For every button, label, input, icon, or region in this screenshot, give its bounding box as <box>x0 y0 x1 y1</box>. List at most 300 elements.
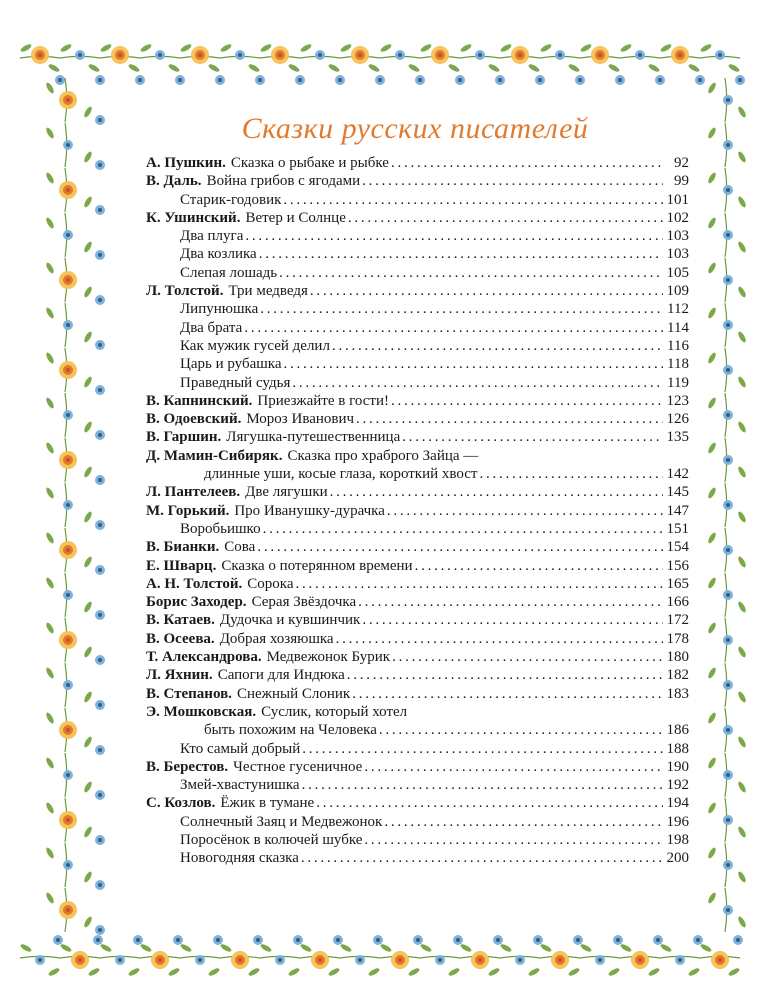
leaf-icon <box>707 397 717 410</box>
leaf-icon <box>20 43 33 53</box>
toc-page-number: 119 <box>667 374 689 391</box>
leaf-icon <box>83 286 93 299</box>
leaf-icon <box>168 63 181 73</box>
flower-blue-icon <box>63 680 73 690</box>
leaf-icon <box>688 63 701 73</box>
leaf-icon <box>737 916 747 929</box>
leaf-icon <box>83 466 93 479</box>
toc-author: В. Бианки. <box>146 539 220 556</box>
leaf-icon <box>328 967 341 977</box>
flower-orange-icon <box>191 46 209 64</box>
leaf-icon <box>707 172 717 185</box>
toc-entry <box>146 282 689 300</box>
flower-orange-icon <box>271 46 289 64</box>
leader-dots <box>284 355 663 373</box>
toc-title: Праведный судья <box>180 374 291 391</box>
toc-page-number: 109 <box>666 283 689 300</box>
flower-blue-icon <box>95 655 105 665</box>
toc-page-number: 194 <box>666 795 689 812</box>
toc-entry <box>146 465 689 483</box>
toc-entry <box>146 337 689 355</box>
leaf-icon <box>340 943 353 953</box>
flower-blue-icon <box>613 935 623 945</box>
toc-author: А. Н. Толстой. <box>146 575 243 592</box>
leaf-icon <box>20 943 33 953</box>
leaf-icon <box>707 712 717 725</box>
leader-dots <box>279 264 663 282</box>
toc-page-number: 186 <box>666 722 689 739</box>
leaf-icon <box>328 63 341 73</box>
toc-entry <box>146 520 689 538</box>
flower-blue-icon <box>95 115 105 125</box>
flower-blue-icon <box>555 50 565 60</box>
leaf-icon <box>48 63 61 73</box>
toc-page-number: 198 <box>666 831 689 848</box>
toc-author: А. Пушкин. <box>146 155 226 171</box>
leaf-icon <box>45 712 55 725</box>
leaf-icon <box>88 967 101 977</box>
leaf-icon <box>260 943 273 953</box>
leaf-icon <box>737 871 747 884</box>
leader-dots <box>347 666 663 684</box>
leaf-icon <box>707 442 717 455</box>
toc-entry <box>146 557 689 575</box>
toc-title: Воробьишко <box>180 520 261 537</box>
leader-dots <box>358 593 663 611</box>
table-of-contents <box>146 154 689 868</box>
flower-blue-icon <box>63 140 73 150</box>
leader-dots <box>260 300 663 318</box>
flower-blue-icon <box>375 75 385 85</box>
leader-dots <box>302 740 663 758</box>
toc-entry <box>146 794 689 812</box>
toc-entry <box>146 575 689 593</box>
leaf-icon <box>707 667 717 680</box>
leaf-icon <box>707 487 717 500</box>
leaf-icon <box>128 967 141 977</box>
toc-author: В. Даль. <box>146 173 202 190</box>
leaf-icon <box>83 376 93 389</box>
leaf-icon <box>737 421 747 434</box>
leaf-icon <box>45 217 55 230</box>
leader-dots <box>362 172 663 190</box>
leaf-icon <box>83 871 93 884</box>
toc-page-number: 103 <box>666 228 689 245</box>
flower-orange-icon <box>59 631 77 649</box>
leaf-icon <box>45 622 55 635</box>
leaf-icon <box>737 691 747 704</box>
flower-blue-icon <box>293 935 303 945</box>
flower-blue-icon <box>723 140 733 150</box>
toc-title: Серая Звёздочка <box>251 594 357 611</box>
flower-blue-icon <box>333 935 343 945</box>
toc-entry <box>146 392 689 410</box>
toc-page-number: 165 <box>666 575 689 592</box>
flower-blue-icon <box>255 75 265 85</box>
flower-blue-icon <box>723 725 733 735</box>
leader-dots <box>402 428 663 446</box>
flower-orange-icon <box>59 181 77 199</box>
flower-blue-icon <box>95 745 105 755</box>
leaf-icon <box>608 967 621 977</box>
toc-title: Как мужик гусей делил <box>180 337 330 354</box>
toc-page-number: 166 <box>666 594 689 611</box>
leaf-icon <box>488 63 501 73</box>
flower-blue-icon <box>715 50 725 60</box>
flower-blue-icon <box>95 205 105 215</box>
leaf-icon <box>45 667 55 680</box>
toc-author: В. Одоевский. <box>146 411 242 428</box>
leader-dots <box>362 611 663 629</box>
toc-page-number: 180 <box>666 649 689 666</box>
flower-blue-icon <box>595 955 605 965</box>
toc-entry <box>146 374 689 392</box>
toc-page-number: 145 <box>666 484 689 501</box>
toc-title: Сказка о рыбаке и рыбке <box>230 155 389 171</box>
leader-dots <box>352 685 663 703</box>
toc-page-number: 154 <box>666 539 689 556</box>
flower-orange-icon <box>71 951 89 969</box>
leaf-icon <box>620 943 633 953</box>
flower-blue-icon <box>653 935 663 945</box>
toc-author: С. Козлов. <box>146 795 216 812</box>
leaf-icon <box>420 943 433 953</box>
flower-blue-icon <box>215 75 225 85</box>
leaf-icon <box>580 943 593 953</box>
leaf-icon <box>45 757 55 770</box>
toc-author: Д. Мамин-Сибиряк. <box>146 447 283 464</box>
leaf-icon <box>488 967 501 977</box>
toc-author: М. Горький. <box>146 502 230 519</box>
leaf-icon <box>660 43 673 53</box>
flower-blue-icon <box>95 160 105 170</box>
flower-blue-icon <box>95 295 105 305</box>
flower-blue-icon <box>723 95 733 105</box>
toc-page-number: 200 <box>666 850 689 867</box>
leader-dots <box>310 282 663 300</box>
toc-page-number: 188 <box>666 740 689 757</box>
leaf-icon <box>707 127 717 140</box>
leaf-icon <box>660 943 673 953</box>
leaf-icon <box>368 63 381 73</box>
flower-blue-icon <box>95 835 105 845</box>
flower-blue-icon <box>723 500 733 510</box>
flower-blue-icon <box>95 475 105 485</box>
leaf-icon <box>737 601 747 614</box>
leaf-icon <box>140 43 153 53</box>
toc-title: Сапоги для Индюка <box>217 667 345 684</box>
leaf-icon <box>300 943 313 953</box>
leaf-icon <box>83 826 93 839</box>
flower-blue-icon <box>573 935 583 945</box>
leaf-icon <box>83 916 93 929</box>
leaf-icon <box>737 376 747 389</box>
flower-blue-icon <box>533 935 543 945</box>
flower-blue-icon <box>115 955 125 965</box>
toc-title: Два брата <box>180 319 243 336</box>
toc-title: Мороз Иванович <box>246 411 355 428</box>
flower-blue-icon <box>693 935 703 945</box>
leaf-icon <box>737 286 747 299</box>
flower-blue-icon <box>355 955 365 965</box>
toc-entry <box>146 264 689 282</box>
flower-blue-icon <box>155 50 165 60</box>
leaf-icon <box>45 397 55 410</box>
leaf-icon <box>737 106 747 119</box>
toc-page-number: 114 <box>667 319 689 336</box>
leaf-icon <box>83 646 93 659</box>
flower-blue-icon <box>723 365 733 375</box>
toc-entry <box>146 245 689 263</box>
flower-blue-icon <box>213 935 223 945</box>
flower-blue-icon <box>723 185 733 195</box>
page-title: Сказки русских писателей <box>241 112 589 145</box>
toc-author: В. Капнинский. <box>146 392 253 409</box>
flower-orange-icon <box>59 811 77 829</box>
leaf-icon <box>408 967 421 977</box>
toc-page-number: 102 <box>666 209 689 226</box>
flower-blue-icon <box>95 385 105 395</box>
toc-author: Т. Александрова. <box>146 649 262 666</box>
flower-blue-icon <box>63 770 73 780</box>
leaf-icon <box>180 943 193 953</box>
flower-blue-icon <box>735 75 745 85</box>
leaf-icon <box>700 43 713 53</box>
flower-orange-icon <box>351 46 369 64</box>
flower-blue-icon <box>63 590 73 600</box>
leaf-icon <box>608 63 621 73</box>
flower-blue-icon <box>695 75 705 85</box>
flower-orange-icon <box>59 721 77 739</box>
flower-blue-icon <box>723 230 733 240</box>
leader-dots <box>384 813 663 831</box>
toc-page-number: 99 <box>674 173 689 190</box>
leaf-icon <box>500 43 513 53</box>
leaf-icon <box>83 331 93 344</box>
leaf-icon <box>220 43 233 53</box>
toc-title: Солнечный Заяц и Медвежонок <box>180 813 383 830</box>
leaf-icon <box>45 172 55 185</box>
leaf-icon <box>100 43 113 53</box>
flower-blue-icon <box>733 935 743 945</box>
leaf-icon <box>528 63 541 73</box>
leaf-icon <box>83 241 93 254</box>
flower-blue-icon <box>415 75 425 85</box>
toc-author: В. Берестов. <box>146 758 229 775</box>
flower-blue-icon <box>95 250 105 260</box>
leaf-icon <box>45 802 55 815</box>
leaf-icon <box>248 967 261 977</box>
flower-blue-icon <box>723 410 733 420</box>
leader-dots <box>479 465 663 483</box>
leader-dots <box>387 502 663 520</box>
flower-blue-icon <box>723 905 733 915</box>
leaf-icon <box>45 82 55 95</box>
flower-blue-icon <box>723 320 733 330</box>
flower-orange-icon <box>59 271 77 289</box>
leaf-icon <box>707 217 717 230</box>
flower-blue-icon <box>63 320 73 330</box>
leaf-icon <box>168 967 181 977</box>
toc-author: В. Осеева. <box>146 630 215 647</box>
leaf-icon <box>45 352 55 365</box>
flower-orange-icon <box>231 951 249 969</box>
leader-dots <box>330 483 663 501</box>
flower-blue-icon <box>175 75 185 85</box>
leaf-icon <box>83 511 93 524</box>
toc-title: Две лягушки <box>245 484 328 501</box>
leaf-icon <box>83 196 93 209</box>
flower-blue-icon <box>723 275 733 285</box>
leader-dots <box>292 374 663 392</box>
toc-entry <box>146 648 689 666</box>
toc-entry <box>146 428 689 446</box>
flower-blue-icon <box>95 925 105 935</box>
leaf-icon <box>707 757 717 770</box>
flower-blue-icon <box>655 75 665 85</box>
leaf-icon <box>448 63 461 73</box>
toc-page-number: 135 <box>666 429 689 446</box>
leaf-icon <box>45 487 55 500</box>
toc-entry <box>146 666 689 684</box>
leaf-icon <box>288 63 301 73</box>
toc-entry <box>146 227 689 245</box>
flower-orange-icon <box>59 91 77 109</box>
flower-blue-icon <box>413 935 423 945</box>
leaf-icon <box>707 577 717 590</box>
leader-dots <box>296 575 663 593</box>
toc-page-number: 105 <box>666 264 689 281</box>
toc-title: Два плуга <box>180 228 244 245</box>
toc-author: В. Степанов. <box>146 685 232 702</box>
flower-blue-icon <box>723 635 733 645</box>
flower-orange-icon <box>591 46 609 64</box>
toc-entry <box>146 209 689 227</box>
flower-blue-icon <box>63 410 73 420</box>
leader-dots <box>391 154 663 172</box>
leader-dots <box>364 758 663 776</box>
toc-title: длинные уши, косые глаза, короткий хвост <box>204 466 478 483</box>
flower-blue-icon <box>515 955 525 965</box>
toc-page-number: 196 <box>666 813 689 830</box>
toc-page-number: 112 <box>667 301 689 318</box>
toc-author: В. Катаев. <box>146 612 215 629</box>
flower-blue-icon <box>95 520 105 530</box>
toc-entry <box>146 410 689 428</box>
flower-orange-icon <box>671 46 689 64</box>
flower-blue-icon <box>295 75 305 85</box>
leaf-icon <box>737 241 747 254</box>
leaf-icon <box>45 577 55 590</box>
flower-blue-icon <box>95 340 105 350</box>
leaf-icon <box>180 43 193 53</box>
flower-blue-icon <box>133 935 143 945</box>
flower-blue-icon <box>235 50 245 60</box>
toc-title: быть похожим на Человека <box>204 722 377 739</box>
toc-title: Суслик, который хотел <box>261 703 408 720</box>
toc-entry <box>146 355 689 373</box>
flower-blue-icon <box>95 75 105 85</box>
flower-blue-icon <box>95 880 105 890</box>
leaf-icon <box>620 43 633 53</box>
leaf-icon <box>248 63 261 73</box>
flower-orange-icon <box>31 46 49 64</box>
leaf-icon <box>737 646 747 659</box>
toc-page-number: 126 <box>666 411 689 428</box>
leaf-icon <box>737 781 747 794</box>
toc-title: Медвежонок Бурик <box>266 649 391 666</box>
toc-entry <box>146 721 689 739</box>
leaf-icon <box>707 262 717 275</box>
toc-title: Добрая хозяюшка <box>219 630 334 647</box>
toc-page-number: 172 <box>666 612 689 629</box>
toc-entry <box>146 813 689 831</box>
flower-blue-icon <box>55 75 65 85</box>
flower-blue-icon <box>63 860 73 870</box>
toc-title: Приезжайте в гости! <box>257 392 389 409</box>
toc-title: Липунюшка <box>180 301 259 318</box>
leaf-icon <box>83 421 93 434</box>
toc-entry <box>146 191 689 209</box>
leaf-icon <box>408 63 421 73</box>
flower-orange-icon <box>311 951 329 969</box>
flower-blue-icon <box>435 955 445 965</box>
toc-entry <box>146 300 689 318</box>
flower-blue-icon <box>95 610 105 620</box>
flower-blue-icon <box>723 455 733 465</box>
toc-title: Три медведя <box>228 283 308 300</box>
flower-blue-icon <box>275 955 285 965</box>
leaf-icon <box>380 943 393 953</box>
flower-orange-icon <box>471 951 489 969</box>
flower-orange-icon <box>711 951 729 969</box>
leaf-icon <box>707 892 717 905</box>
toc-page-number: 183 <box>666 685 689 702</box>
leaf-icon <box>737 331 747 344</box>
toc-entry <box>146 502 689 520</box>
flower-blue-icon <box>455 75 465 85</box>
leaf-icon <box>728 967 741 977</box>
leaf-icon <box>220 943 233 953</box>
leaf-icon <box>707 532 717 545</box>
leaf-icon <box>737 556 747 569</box>
toc-page-number: 156 <box>666 557 689 574</box>
toc-entry <box>146 758 689 776</box>
leaf-icon <box>45 262 55 275</box>
toc-entry <box>146 630 689 648</box>
leaf-icon <box>688 967 701 977</box>
leaf-icon <box>340 43 353 53</box>
toc-title: Поросёнок в колючей шубке <box>180 831 363 848</box>
leaf-icon <box>45 442 55 455</box>
leaf-icon <box>500 943 513 953</box>
leaf-icon <box>707 622 717 635</box>
leaf-icon <box>48 967 61 977</box>
flower-blue-icon <box>395 50 405 60</box>
leaf-icon <box>540 43 553 53</box>
leaf-icon <box>448 967 461 977</box>
flower-blue-icon <box>315 50 325 60</box>
leader-dots <box>379 721 663 739</box>
toc-entry <box>146 685 689 703</box>
leaf-icon <box>728 63 741 73</box>
flower-blue-icon <box>373 935 383 945</box>
toc-entry <box>146 849 689 867</box>
toc-title: Ветер и Солнце <box>245 209 346 226</box>
leader-dots <box>245 227 663 245</box>
leaf-icon <box>140 943 153 953</box>
leader-dots <box>332 337 663 355</box>
